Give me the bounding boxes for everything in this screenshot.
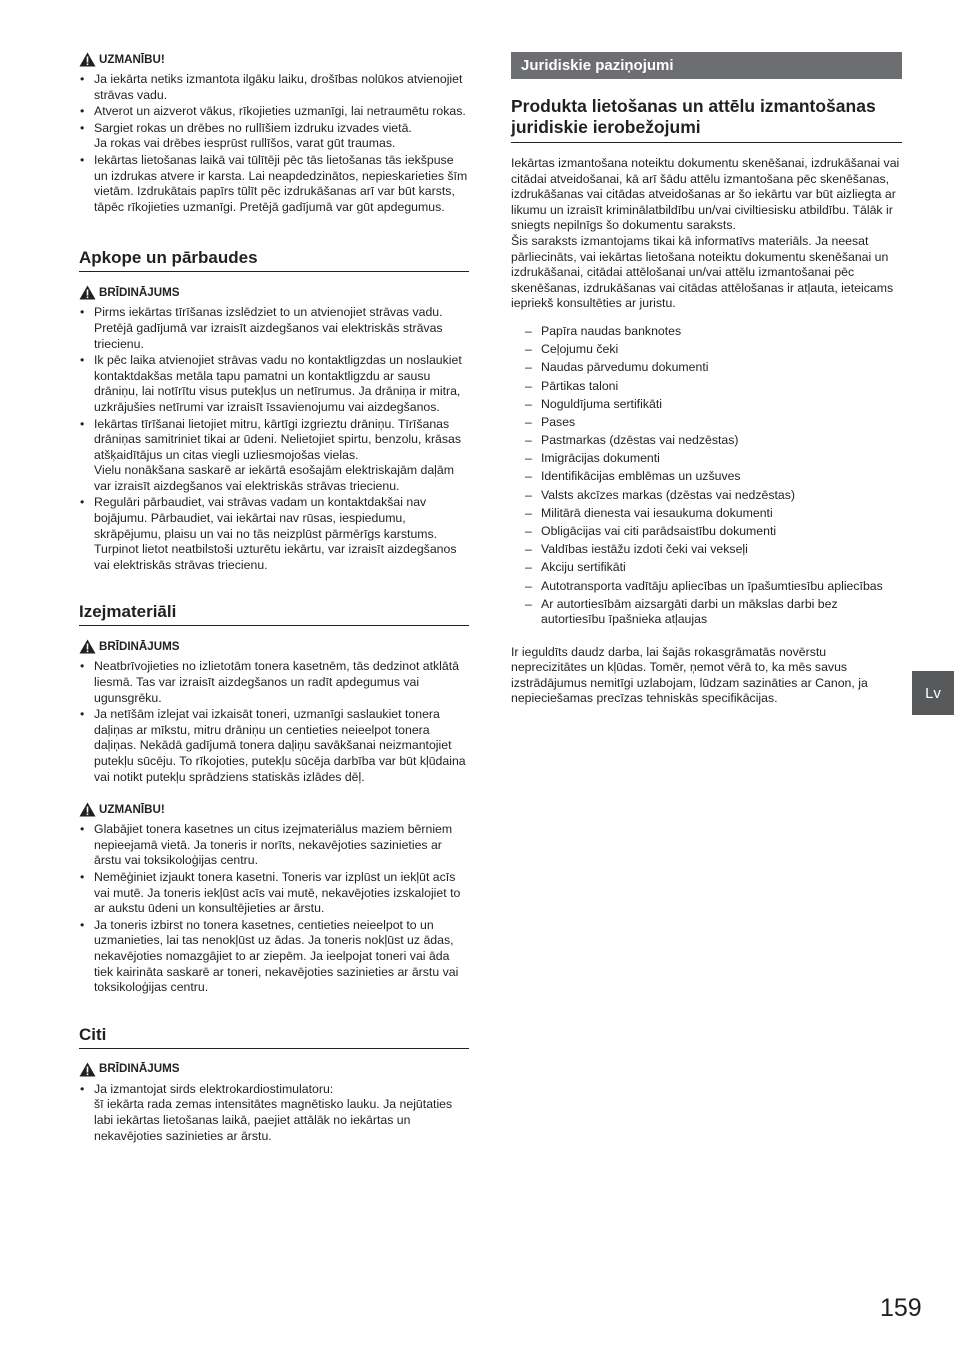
list-item: – Militārā dienesta vai iesaukuma dokumenti	[511, 506, 902, 522]
maintenance-list	[79, 305, 469, 573]
warning-label: BRĪDINĀJUMS	[99, 285, 180, 299]
legal-heading: Produkta lietošanas un attēlu izmantošanas juridiskie ierobežojumi	[511, 96, 902, 143]
left-column	[79, 52, 469, 1145]
warning-triangle-icon	[79, 802, 96, 817]
list-item: – Ar autortiesībām aizsargāti darbi un mākslas darbi bez autortiesību īpašnieka atļaujas	[511, 597, 902, 628]
legal-outro: Ir ieguldīts daudz darba, lai šajās rokasgrāmatās novērstu neprecizitātes un kļūdas. Tomēr, ņemot vērā to, ka mēs savus izstrādājumus nemitīgi uzlabojam, lūdzam sazināties ar Canon, ja nepieciešamas precīzas tehniskās specifikācijas.	[511, 644, 868, 706]
restricted-documents-list	[511, 324, 902, 628]
list-item: – Pārtikas taloni	[511, 379, 902, 395]
list-item: – Pastmarkas (dzēstas vai nedzēstas)	[511, 433, 902, 449]
consumables-caution-list	[79, 822, 469, 996]
warning-heading	[79, 285, 469, 300]
warning-heading	[79, 1062, 469, 1077]
list-item: – Pases	[511, 415, 902, 431]
warning-heading	[79, 639, 469, 654]
caution-label: UZMANĪBU!	[99, 802, 165, 816]
warning-triangle-icon	[79, 1062, 96, 1077]
list-item: • Ja toneris izbirst no tonera kasetnes, centieties neieelpot to un uzmanieties, lai tas nenokļūst uz ādas. Ja toneris nokļūst uz ādas, nekavējoties nomazgājiet to ar ziepēm. Ja ieelpojat toneri vai āda tiek kairināta saskarē ar toneri, nekavējoties sazinieties ar ārstu vai toksikoloģijas centru.	[79, 918, 469, 996]
section-bar-legal: Juridiskie paziņojumi	[511, 52, 902, 79]
list-item: • Nemēģiniet izjaukt tonera kasetni. Toneris var izplūst un iekļūt acīs vai mutē. Ja toneris iekļūst acīs vai mutē, nekavējoties izskalojiet to ar aukstu ūdeni un konsultējieties ar ārstu.	[79, 870, 469, 917]
section-title-maintenance: Apkope un pārbaudes	[79, 248, 469, 272]
list-item: • Sargiet rokas un drēbes no rullīšiem izdruku izvades vietā. Ja rokas vai drēbes iesprūst rullīšos, varat gūt traumas.	[79, 121, 469, 152]
warning-label: BRĪDINĀJUMS	[99, 639, 180, 653]
list-item: • Neatbrīvojieties no izlietotām tonera kasetnēm, tās dedzinot atklātā liesmā. Tas var izraisīt aizdegšanos un radīt apdegumus vai ugunsgrēku.	[79, 659, 469, 706]
legal-intro: Iekārtas izmantošana noteiktu dokumentu skenēšanai, izdrukāšanai vai citādai atveidošanai, kā arī šādu attēlu izmantošana pēc skenēšanas, izdrukāšanas vai citādas atveidošanas ar šo iekārtu var būt aizliegta ar likumu un izraisīt kriminālatbildību un/vai civiltiesisku atbildību. Tālāk ir sniegts nepilnīgs šo dokumentu saraksts. Šis saraksts izmantojams tikai kā informatīvs materiāls. Ja neesat pārliecināts, vai iekārtas lietošana noteiktu dokumentu skenēšanai un izdrukāšanai, citādai attēlošanai un/vai attēlu izmantošanai pēc skenēšanas, izdrukāšanas vai citādas attēlošanas ir atļauta, ieteicams iepriekš konsultēties ar juristu.	[511, 156, 900, 311]
other-list	[79, 1082, 469, 1144]
right-column	[511, 52, 902, 707]
list-item: • Ja netīšām izlejat vai izkaisāt toneri, uzmanīgi saslaukiet tonera daļiņas ar mīkstu, mitru drāniņu un centieties neieelpot tonera daļiņas. Nekādā gadījumā tonera daļiņu savākšanai neizmantojiet putekļu sūcēju. To rīkojoties, putekļu sūcēja darbība var būt kļūdaina vai notikt putekļu sprādziens statiskās izlādes dēļ.	[79, 707, 469, 785]
list-item: – Ceļojumu čeki	[511, 342, 902, 358]
section-title-other: Citi	[79, 1025, 469, 1049]
caution-heading	[79, 52, 469, 67]
list-item: – Obligācijas vai citi parādsaistību dokumenti	[511, 524, 902, 540]
warning-label: BRĪDINĀJUMS	[99, 1062, 180, 1076]
list-item: – Identifikācijas emblēmas un uzšuves	[511, 469, 902, 485]
list-item: – Imigrācijas dokumenti	[511, 451, 902, 467]
list-item: • Glabājiet tonera kasetnes un citus izejmateriālus maziem bērniem nepieejamā vietā. Ja toneris ir norīts, nekavējoties sazinieties ar ārstu vai toksikoloģijas centru.	[79, 822, 469, 869]
list-item: – Valdības iestāžu izdoti čeki vai vekseļi	[511, 542, 902, 558]
list-item: – Naudas pārvedumu dokumenti	[511, 360, 902, 376]
section-title-consumables: Izejmateriāli	[79, 602, 469, 626]
list-item: • Ja iekārta netiks izmantota ilgāku laiku, drošības nolūkos atvienojiet strāvas vadu.	[79, 72, 469, 103]
list-item: – Valsts akcīzes markas (dzēstas vai nedzēstas)	[511, 488, 902, 504]
caution-label: UZMANĪBU!	[99, 52, 165, 66]
page-number: 159	[880, 1294, 922, 1322]
list-item: – Noguldījuma sertifikāti	[511, 397, 902, 413]
list-item: – Autotransporta vadītāju apliecības un īpašumtiesību apliecības	[511, 579, 902, 595]
warning-triangle-icon	[79, 639, 96, 654]
warning-triangle-icon	[79, 52, 96, 67]
list-item: • Iekārtas lietošanas laikā vai tūlītēji pēc tās lietošanas tās iekšpuse un izdrukas atvere ir karsta. Lai neapdedzinātos, nepieskarieties šīm vietām. Izdrukātais papīrs tūlīt pēc izdrukāšanas arī var būt karsts, tāpēc rīkojieties uzmanīgi. Pretējā gadījumā var gūt apdegumus.	[79, 153, 469, 215]
list-item: – Papīra naudas banknotes	[511, 324, 902, 340]
language-tab: Lv	[912, 671, 954, 715]
list-item: • Regulāri pārbaudiet, vai strāvas vadam un kontaktdakšai nav bojājumu. Pārbaudiet, vai iekārtai nav rūsas, iespiedumu, skrāpējumu, plaisu un vai no tās neizplūst pārmērīgs karstums. Turpinot lietot neatbilstoši uzturētu iekārtu, var izraisīt aizdegšanos vai elektriskās strāvas triecienu.	[79, 495, 469, 573]
list-item: • Iekārtas tīrīšanai lietojiet mitru, kārtīgi izgrieztu drāniņu. Tīrīšanas drāniņas samitriniet tikai ar ūdeni. Nelietojiet spirtu, benzolu, krāsas atšķaidītājus un citas viegli uzliesmojošas vielas. Vielu nonākšana saskarē ar iekārtā esošajām elektriskajām daļām var izraisīt aizdegšanos vai elektriskās strāvas triecienu.	[79, 417, 469, 495]
warning-triangle-icon	[79, 285, 96, 300]
consumables-warning-list	[79, 659, 469, 785]
list-item: • Ik pēc laika atvienojiet strāvas vadu no kontaktligzdas un noslaukiet kontaktdakšas metāla tapu pamatni un kontaktligzdu ar sausu drāniņu, lai notīrītu visus putekļus un netīrumus. Ja drāniņa ir mitra, uzkrājušies netīrumi var izraisīt īssavienojumu vai aizdegšanos.	[79, 353, 469, 415]
caution-heading	[79, 802, 469, 817]
list-item: • Pirms iekārtas tīrīšanas izslēdziet to un atvienojiet strāvas vadu. Pretējā gadījumā var izraisīt aizdegšanos vai elektriskās strāvas triecienu.	[79, 305, 469, 352]
list-item: • Ja izmantojat sirds elektrokardiostimulatoru: šī iekārta rada zemas intensitātes magnētisko lauku. Ja nejūtaties labi iekārtas lietošanas laikā, paejiet attālāk no iekārtas un nekavējoties sazinieties ar ārstu.	[79, 1082, 469, 1144]
caution-list	[79, 72, 469, 215]
list-item: – Akciju sertifikāti	[511, 560, 902, 576]
list-item: • Atverot un aizverot vākus, rīkojieties uzmanīgi, lai netraumētu rokas.	[79, 104, 469, 120]
